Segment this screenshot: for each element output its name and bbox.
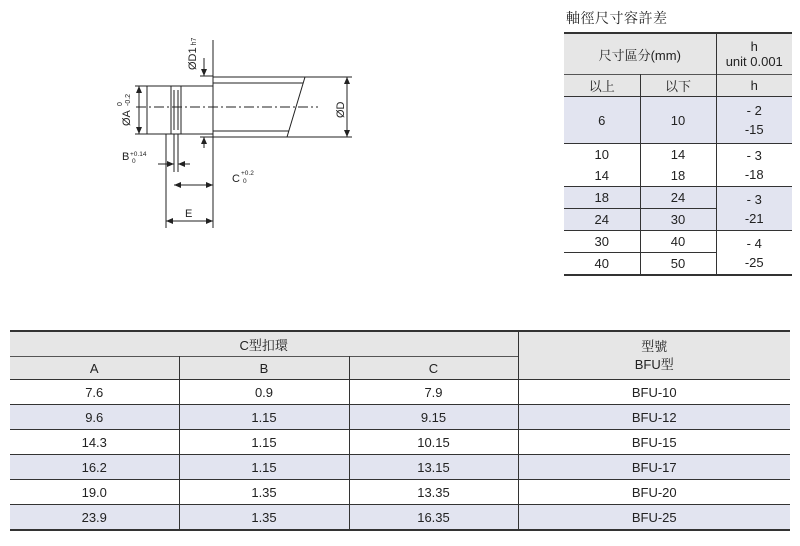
range-over: 18: [564, 187, 640, 209]
tolerance-header-h: h: [750, 39, 758, 54]
cell-a: 7.6: [10, 380, 179, 405]
cell-model: BFU-10: [518, 380, 790, 405]
table-row: [564, 144, 792, 166]
cell-model: BFU-15: [518, 430, 790, 455]
cell-b: 0.9: [179, 380, 349, 405]
table-row: [564, 97, 792, 144]
cell-b: 1.15: [179, 430, 349, 455]
column-header-b: B: [179, 357, 349, 380]
range-upto: 24: [640, 187, 716, 209]
tolerance-upper: - 2: [746, 103, 762, 118]
b-label: B: [122, 151, 130, 163]
range-upto: 14: [640, 144, 716, 166]
range-upto: 10: [640, 97, 716, 144]
tolerance-header-unit: unit 0.001: [725, 54, 783, 69]
upto-header: 以下: [640, 75, 716, 97]
c-tolerance-lower: 0: [243, 178, 247, 185]
cell-a: 14.3: [10, 430, 179, 455]
range-upto: 40: [640, 231, 716, 253]
tolerance-cell: [716, 97, 792, 144]
tolerance-upper: - 4: [746, 235, 762, 251]
range-over: 24: [564, 209, 640, 231]
table-row: [10, 455, 790, 480]
cell-b: 1.35: [179, 480, 349, 505]
range-over: 14: [564, 165, 640, 187]
over-header: 以上: [564, 75, 640, 97]
range-upto: 18: [640, 165, 716, 187]
table-row: [564, 231, 792, 253]
range-over: 30: [564, 231, 640, 253]
b-tolerance-upper: +0.14: [130, 151, 147, 158]
tolerance-upper: - 3: [746, 191, 762, 207]
tolerance-header: [716, 33, 792, 75]
cell-c: 13.35: [349, 480, 518, 505]
model-header: [518, 331, 790, 380]
cell-b: 1.35: [179, 505, 349, 531]
table-row: [10, 505, 790, 531]
tolerance-lower: -18: [744, 167, 764, 182]
column-header-a: A: [10, 357, 179, 380]
tolerance-upper: - 3: [746, 148, 762, 163]
tolerance-table: [564, 32, 792, 276]
table-row: [10, 380, 790, 405]
range-upto: 30: [640, 209, 716, 231]
tolerance-cell: [716, 231, 792, 276]
cell-c: 9.15: [349, 405, 518, 430]
table-row: [10, 405, 790, 430]
column-header-c: C: [349, 357, 518, 380]
cell-model: BFU-25: [518, 505, 790, 531]
table-row: [564, 187, 792, 209]
cell-a: 9.6: [10, 405, 179, 430]
model-header-title: 型號: [641, 338, 668, 354]
cell-a: 16.2: [10, 455, 179, 480]
h-header: h: [716, 75, 792, 97]
model-header-sub: BFU型: [634, 356, 674, 372]
cell-a: 19.0: [10, 480, 179, 505]
cell-c: 10.15: [349, 430, 518, 455]
cell-c: 7.9: [349, 380, 518, 405]
cell-model: BFU-12: [518, 405, 790, 430]
d1-label: ØD1h7: [187, 37, 199, 70]
tolerance-lower: -21: [744, 210, 764, 226]
shaft-drawing: [0, 0, 560, 320]
table-row: [10, 430, 790, 455]
range-over: 6: [564, 97, 640, 144]
range-over: 10: [564, 144, 640, 166]
range-upto: 50: [640, 253, 716, 276]
a-label: ØA: [121, 110, 133, 126]
tolerance-lower: -25: [744, 254, 764, 270]
table-row: [10, 480, 790, 505]
tolerance-cell: [716, 144, 792, 187]
cell-a: 23.9: [10, 505, 179, 531]
cell-b: 1.15: [179, 405, 349, 430]
ring-group-header: C型扣環: [10, 331, 518, 357]
b-tolerance-lower: 0: [132, 158, 136, 165]
tolerance-table-title: 軸徑尺寸容許差: [566, 10, 668, 26]
cell-c: 16.35: [349, 505, 518, 531]
a-tolerance-upper: 0: [117, 102, 124, 106]
c-label: C: [232, 173, 240, 185]
cell-model: BFU-20: [518, 480, 790, 505]
a-tolerance-lower: -0.2: [125, 93, 132, 106]
cell-b: 1.15: [179, 455, 349, 480]
cell-c: 13.15: [349, 455, 518, 480]
d-label: ØD: [335, 101, 347, 118]
e-label: E: [185, 208, 193, 220]
ring-dimension-table: [10, 330, 790, 531]
tolerance-lower: -15: [744, 122, 764, 137]
tolerance-cell: [716, 187, 792, 231]
range-over: 40: [564, 253, 640, 276]
cell-model: BFU-17: [518, 455, 790, 480]
c-tolerance-upper: +0.2: [241, 170, 254, 177]
shaft-end: [147, 86, 213, 134]
size-range-header: 尺寸區分(mm): [564, 33, 716, 75]
